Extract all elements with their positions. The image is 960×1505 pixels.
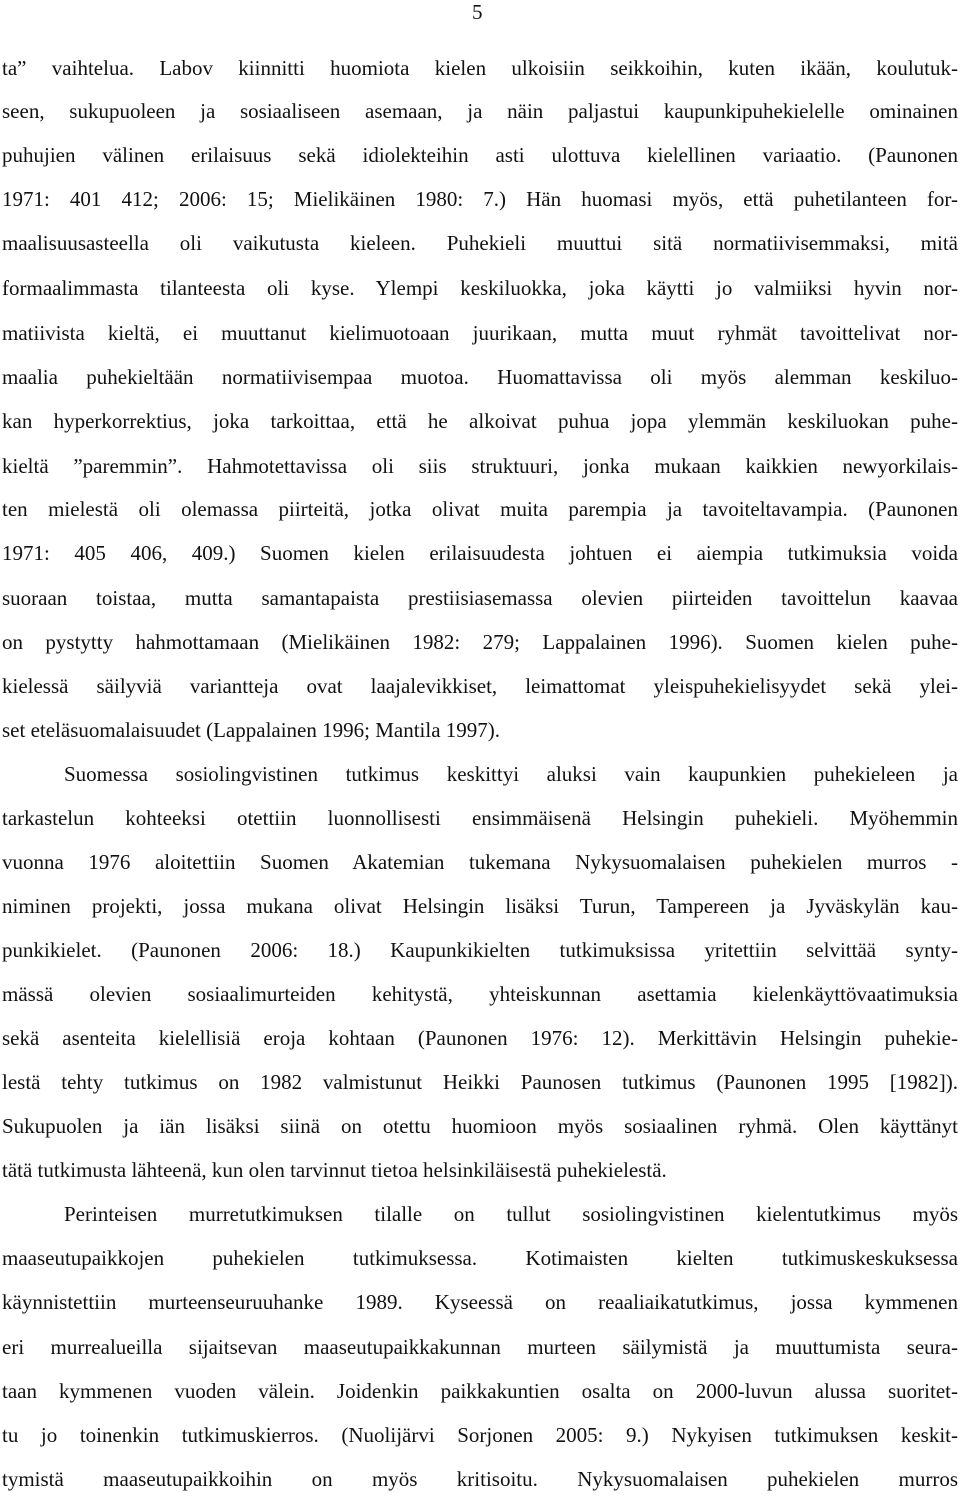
text-line: tu jo toinenkin tutkimuskierros. (Nuolijärvi Sorjonen 2005: 9.) Nykyisen tutkimuksen keskit- (2, 1423, 958, 1447)
text-line: matiivista kieltä, ei muuttanut kielimuotoaan juurikaan, mutta muut ryhmät tavoittelivat nor- (2, 321, 958, 345)
text-line: 1971: 405 406, 409.) Suomen kielen erilaisuudesta johtuen ei aiempia tutkimuksia voida (2, 541, 958, 565)
text-line: maaseutupaikkojen puhekielen tutkimuksessa. Kotimaisten kielten tutkimuskeskuksessa (2, 1246, 958, 1270)
text-line: suoraan toistaa, mutta samantapaista prestiisiasemassa olevien piirteiden tavoittelun kaavaa (2, 586, 958, 610)
text-line: formaalimmasta tilanteesta oli kyse. Ylempi keskiluokka, joka käytti jo valmiiksi hyvin nor- (2, 276, 958, 300)
text-line: tätä tutkimusta lähteenä, kun olen tarvinnut tietoa helsinkiläisestä puhekielestä. (2, 1158, 667, 1182)
text-line: kielessä säilyviä variantteja ovat laajalevikkiset, leimattomat yleispuhekielisyydet sekä ylei- (2, 674, 958, 698)
text-line: taan kymmenen vuoden välein. Joidenkin paikkakuntien osalta on 2000-luvun alussa suoritet- (2, 1379, 958, 1403)
text-line: Suomessa sosiolingvistinen tutkimus keskittyi aluksi vain kaupunkien puhekieleen ja (64, 762, 958, 786)
text-line: mässä olevien sosiaalimurteiden kehitystä, yhteiskunnan asettamia kielenkäyttövaatimuksia (2, 982, 958, 1006)
text-line: tymistä maaseutupaikkoihin on myös kritisoitu. Nykysuomalaisen puhekielen murros (2, 1467, 958, 1491)
text-line: punkikielet. (Paunonen 2006: 18.) Kaupunkikielten tutkimuksissa yritettiin selvittää synty- (2, 938, 958, 962)
text-line: niminen projekti, jossa mukana olivat Helsingin lisäksi Turun, Tampereen ja Jyväskylän kau- (2, 894, 958, 918)
text-line: sekä asenteita kielellisiä eroja kohtaan (Paunonen 1976: 12). Merkittävin Helsingin puhekie- (2, 1026, 958, 1050)
text-line: maalia puhekieltään normatiivisempaa muotoa. Huomattavissa oli myös alemman keskiluo- (2, 365, 958, 389)
text-line: vuonna 1976 aloitettiin Suomen Akatemian tukemana Nykysuomalaisen puhekielen murros - (2, 850, 958, 874)
text-line: seen, sukupuoleen ja sosiaaliseen asemaan, ja näin paljastui kaupunkipuhekielelle ominainen (2, 99, 958, 123)
text-line: käynnistettiin murteenseuruuhanke 1989. Kyseessä on reaaliaikatutkimus, jossa kymmenen (2, 1290, 958, 1314)
text-line: eri murrealueilla sijaitsevan maaseutupaikkakunnan murteen säilymistä ja muuttumista seura- (2, 1335, 958, 1359)
page-number: 5 (472, 0, 483, 24)
text-line: Perinteisen murretutkimuksen tilalle on tullut sosiolingvistinen kielentutkimus myös (64, 1202, 958, 1226)
text-line: Sukupuolen ja iän lisäksi siinä on otettu huomioon myös sosiaalinen ryhmä. Olen käyttänyt (2, 1114, 958, 1138)
text-line: set eteläsuomalaisuudet (Lappalainen 1996; Mantila 1997). (2, 718, 501, 742)
text-line: maalisuusasteella oli vaikutusta kieleen. Puhekieli muuttui sitä normatiivisemmaksi, mitä (2, 231, 958, 255)
text-line: 1971: 401 412; 2006: 15; Mielikäinen 1980: 7.) Hän huomasi myös, että puhetilanteen for- (2, 187, 958, 211)
text-line: ta” vaihtelua. Labov kiinnitti huomiota kielen ulkoisiin seikkoihin, kuten ikään, koulutuk- (2, 56, 958, 80)
text-line: kieltä ”paremmin”. Hahmotettavissa oli siis struktuuri, jonka mukaan kaikkien newyorkilais- (2, 454, 958, 478)
text-line: puhujien välinen erilaisuus sekä idiolekteihin asti ulottuva kielellinen variaatio. (Paunonen (2, 143, 958, 167)
text-line: lestä tehty tutkimus on 1982 valmistunut Heikki Paunosen tutkimus (Paunonen 1995 [1982]). (2, 1070, 958, 1094)
text-line: ten mielestä oli olemassa piirteitä, jotka olivat muita parempia ja tavoiteltavampia. (Paunonen (2, 497, 958, 521)
text-line: on pystytty hahmottamaan (Mielikäinen 1982: 279; Lappalainen 1996). Suomen kielen puhe- (2, 630, 958, 654)
text-line: kan hyperkorrektius, joka tarkoittaa, että he alkoivat puhua jopa ylemmän keskiluokan puhe- (2, 409, 958, 433)
text-line: tarkastelun kohteeksi otettiin luonnollisesti ensimmäisenä Helsingin puhekieli. Myöhemmin (2, 806, 958, 830)
